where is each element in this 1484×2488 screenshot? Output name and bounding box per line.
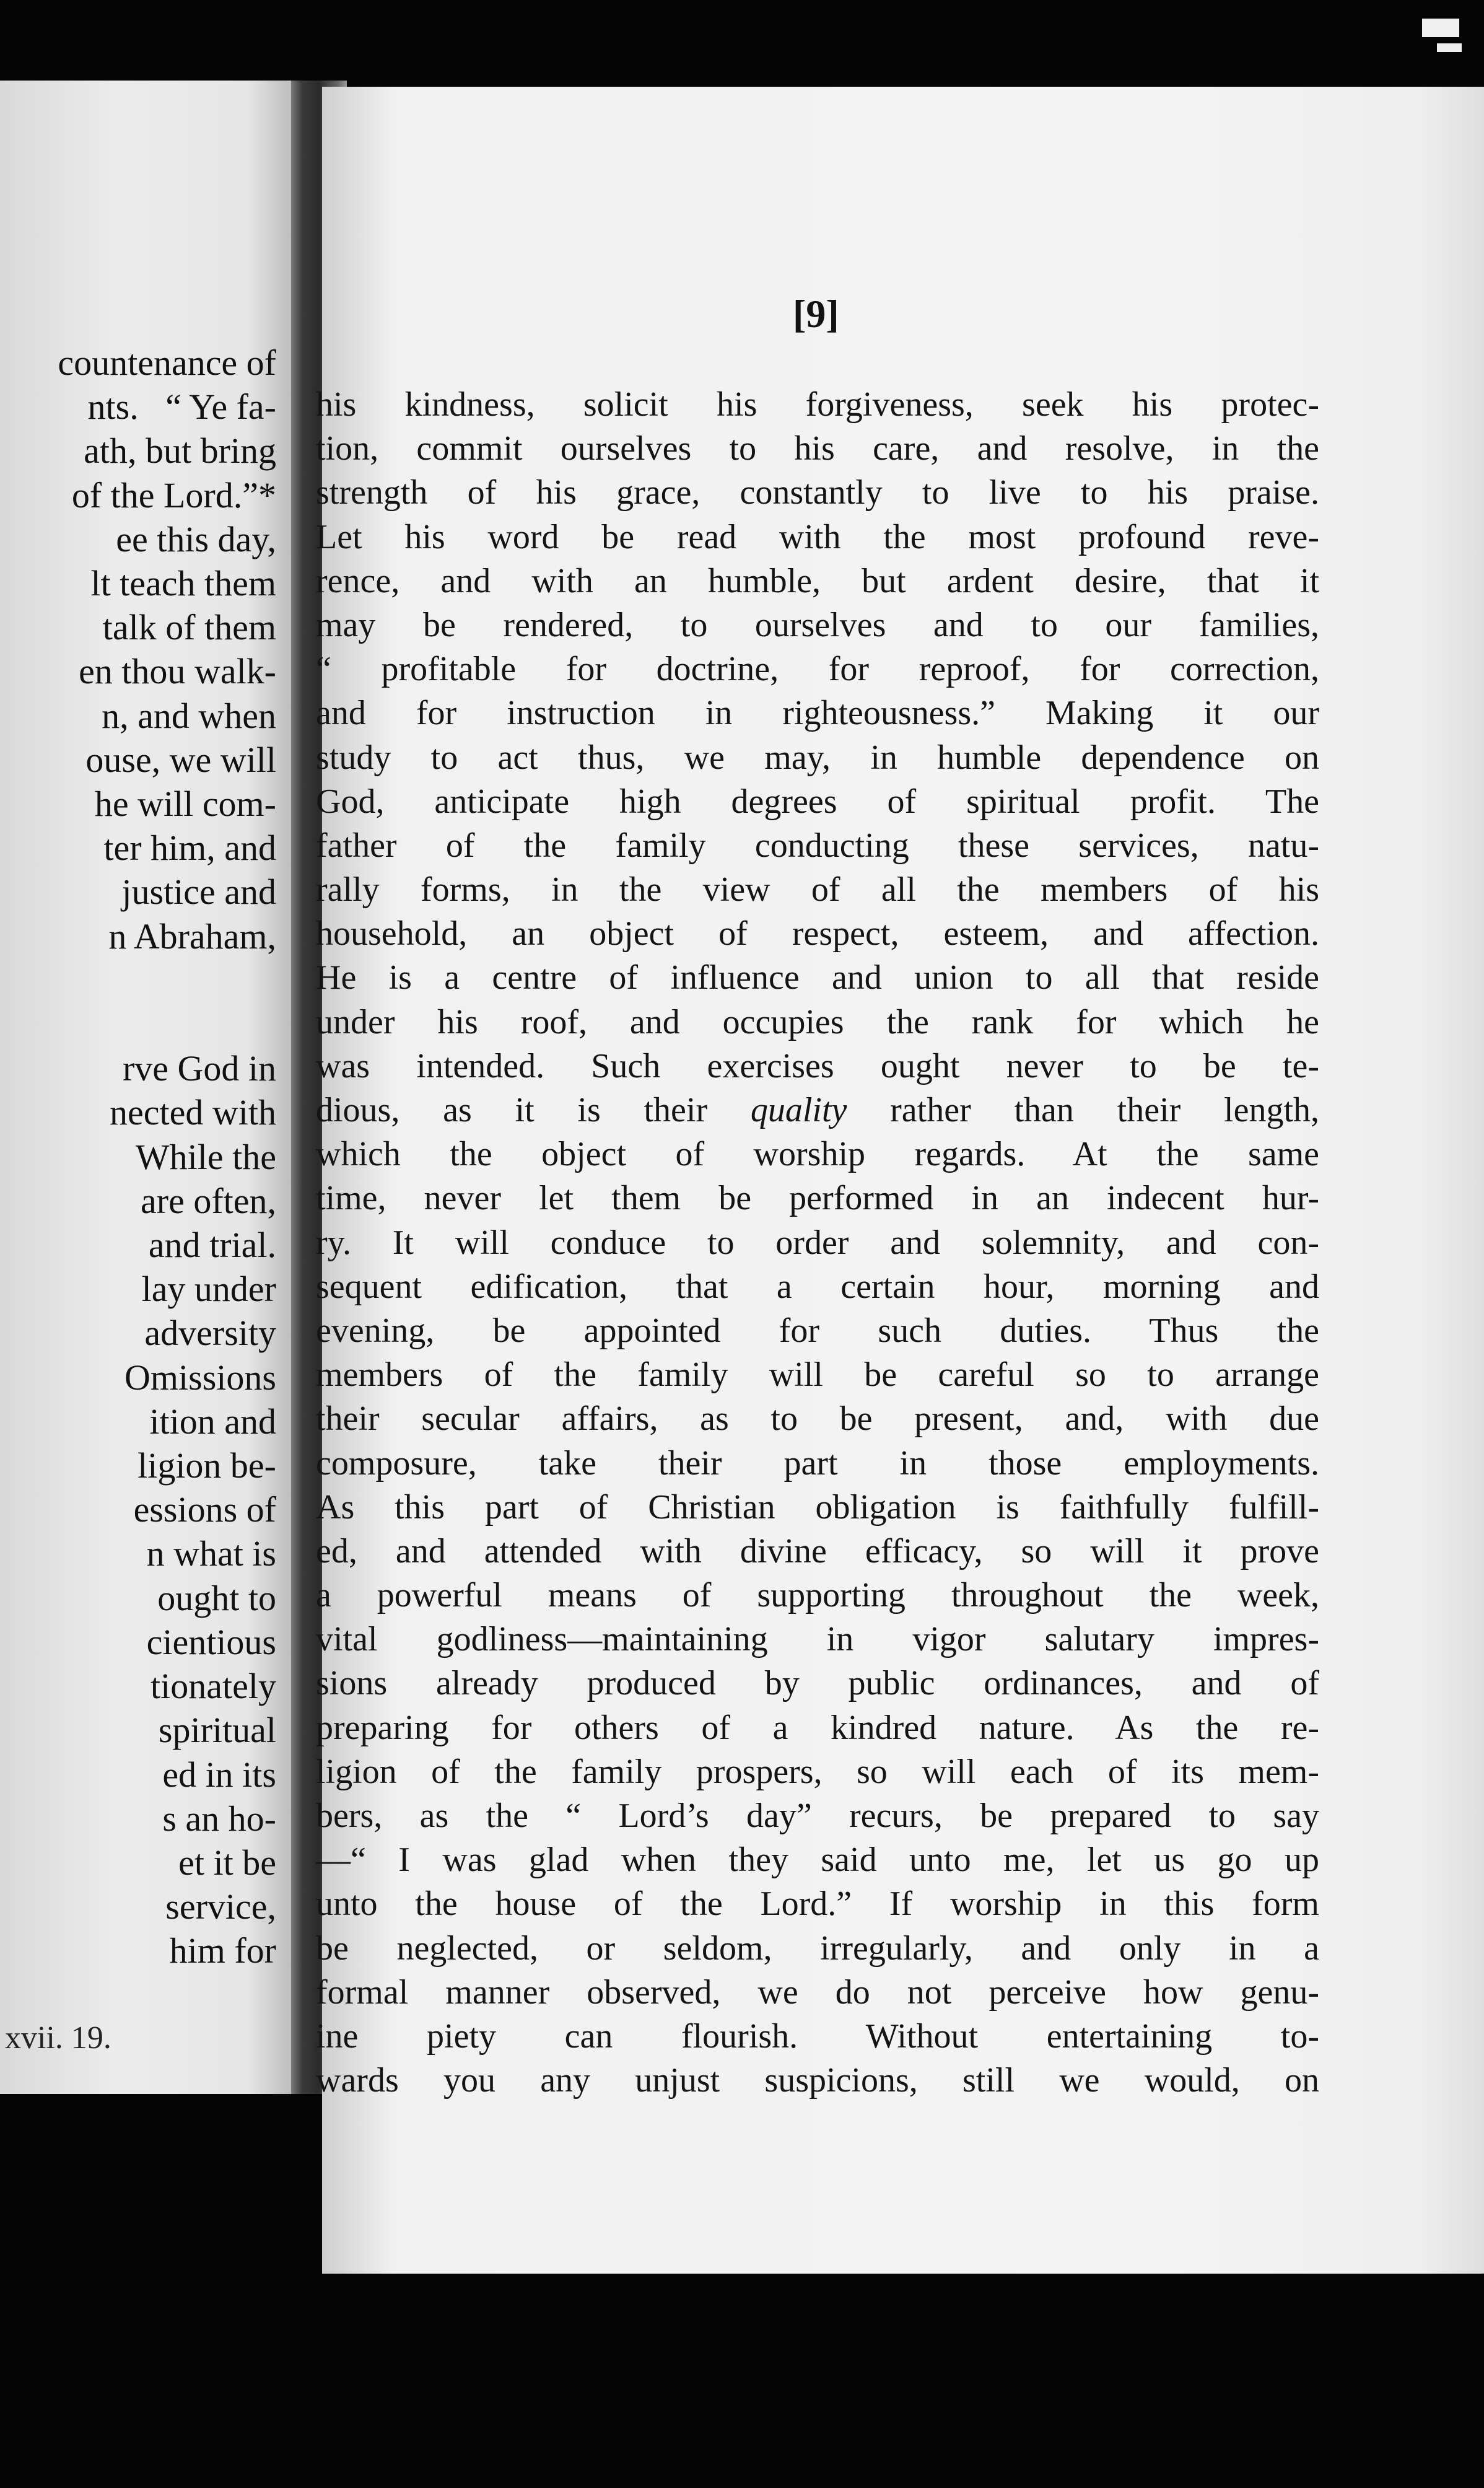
previous-page-text (0, 341, 276, 1973)
previous-page-line: s an ho- (162, 1798, 276, 1839)
text-line: ry. It will conduce to order and solemnity, and con- (316, 1223, 1319, 1262)
previous-page-line: Omissions (124, 1357, 276, 1398)
text-line-start: dious, as it is their (316, 1091, 751, 1129)
previous-page-line: countenance of (58, 343, 276, 383)
previous-page-line: n, and when (102, 695, 276, 736)
previous-page-line: While the (135, 1136, 276, 1177)
previous-page-line: tionately (151, 1666, 276, 1707)
text-line: members of the family will be careful so to arrange (316, 1356, 1319, 1395)
text-line: ed, and attended with divine efficacy, so will it prove (316, 1531, 1319, 1570)
previous-page-line: service, (165, 1886, 276, 1927)
text-line: “ profitable for doctrine, for reproof, for correction, (316, 650, 1319, 689)
text-line: strength of his grace, constantly to live to his praise. (316, 473, 1319, 512)
previous-page-line: nts. “ Ye fa- (87, 387, 276, 427)
previous-page-line: lt teach them (90, 563, 276, 604)
text-line: their secular affairs, as to be present, and, with due (316, 1400, 1319, 1439)
previous-page-line: ee this day, (116, 519, 276, 559)
text-line: study to act thus, we may, in humble dependence on (316, 738, 1319, 777)
previous-page-line: him for (169, 1930, 276, 1971)
previous-page-line: ligion be- (137, 1445, 276, 1486)
text-line: formal manner observed, we do not perceive how genu- (316, 1973, 1319, 2012)
text-line: father of the family conducting these services, natu- (316, 826, 1319, 865)
text-line: unto the house of the Lord.” If worship in this form (316, 1885, 1319, 1924)
text-line: under his roof, and occupies the rank for which he (316, 1002, 1319, 1041)
previous-page-line: are often, (141, 1180, 276, 1221)
previous-page-line (0, 1002, 276, 1046)
previous-page-line: nected with (110, 1092, 276, 1133)
previous-page-line: adversity (144, 1313, 276, 1354)
text-line: preparing for others of a kindred nature. As the re- (316, 1708, 1319, 1747)
previous-page-line: ed in its (162, 1754, 276, 1795)
text-line: bers, as the “ Lord’s day” recurs, be prepared to say (316, 1797, 1319, 1835)
text-line: vital godliness—maintaining in vigor salutary impres- (316, 1620, 1319, 1659)
text-line: rally forms, in the view of all the members of his (316, 870, 1319, 909)
previous-page-line: ouse, we will (85, 739, 276, 780)
previous-page-line: spiritual (158, 1710, 276, 1751)
previous-page-line: lay under (141, 1269, 276, 1310)
text-line: —“ I was glad when they said unto me, let us go up (316, 1841, 1319, 1880)
previous-page-line: talk of them (102, 607, 276, 648)
text-line: may be rendered, to ourselves and to our families, (316, 605, 1319, 644)
previous-page-line: en thou walk- (79, 651, 276, 692)
text-line: Let his word be read with the most profound reve- (316, 517, 1319, 556)
text-line: time, never let them be performed in an indecent hur- (316, 1179, 1319, 1218)
previous-page-line: n Abraham, (108, 916, 276, 957)
previous-page-line: essions of (133, 1489, 276, 1530)
previous-page-fragment (0, 81, 291, 2094)
previous-page-line: cientious (146, 1621, 276, 1662)
text-line: sions already produced by public ordinances, and of (316, 1664, 1319, 1703)
text-line: ligion of the family prospers, so will each of its mem- (316, 1752, 1319, 1791)
previous-page-line: ought to (157, 1577, 276, 1618)
previous-page-line (0, 958, 276, 1002)
text-line: wards you any unjust suspicions, still we would, on (316, 2061, 1319, 2100)
text-line: rence, and with an humble, but ardent desire, that it (316, 561, 1319, 600)
previous-page-line: ter him, and (103, 828, 276, 869)
page-body-text (316, 383, 1319, 2103)
text-line: God, anticipate high degrees of spiritual profit. The (316, 782, 1319, 821)
text-line-end: rather than their length, (847, 1091, 1320, 1129)
text-line: his kindness, solicit his forgiveness, seek his protec- (316, 385, 1319, 424)
text-line: tion, commit ourselves to his care, and resolve, in the (316, 429, 1319, 468)
previous-page-line: and trial. (148, 1225, 276, 1266)
text-line (316, 1088, 1319, 1132)
page-number: [9] (793, 292, 839, 336)
previous-page-line: et it be (178, 1842, 276, 1883)
text-line: As this part of Christian obligation is faithfully fulfill- (316, 1487, 1319, 1527)
text-line: He is a centre of influence and union to all that reside (316, 958, 1319, 997)
previous-page-footnote: xvii. 19. (5, 2020, 111, 2056)
text-line: evening, be appointed for such duties. Thus the (316, 1311, 1319, 1350)
text-line: and for instruction in righteousness.” Making it our (316, 694, 1319, 733)
text-line: was intended. Such exercises ought never to be te- (316, 1046, 1319, 1085)
scan-corner-mark (1422, 19, 1459, 37)
previous-page-line: he will com- (94, 784, 276, 825)
previous-page-line: rve God in (122, 1048, 276, 1089)
previous-page-line: of the Lord.”* (71, 475, 276, 515)
text-line: which the object of worship regards. At the same (316, 1135, 1319, 1174)
italic-emphasis: quality (750, 1091, 847, 1129)
previous-page-line: n what is (146, 1533, 276, 1574)
text-line: a powerful means of supporting throughout the week, (316, 1576, 1319, 1615)
previous-page-line: ath, but bring (84, 431, 276, 471)
previous-page-line: ition and (149, 1401, 276, 1442)
previous-page-line: justice and (121, 872, 276, 913)
text-line: household, an object of respect, esteem, and affection. (316, 914, 1319, 953)
text-line: sequent edification, that a certain hour, morning and (316, 1267, 1319, 1306)
scan-corner-mark-2 (1437, 43, 1462, 52)
text-line: be neglected, or seldom, irregularly, and only in a (316, 1929, 1319, 1968)
text-line: composure, take their part in those employments. (316, 1443, 1319, 1483)
text-line: ine piety can flourish. Without entertaining to- (316, 2017, 1319, 2056)
